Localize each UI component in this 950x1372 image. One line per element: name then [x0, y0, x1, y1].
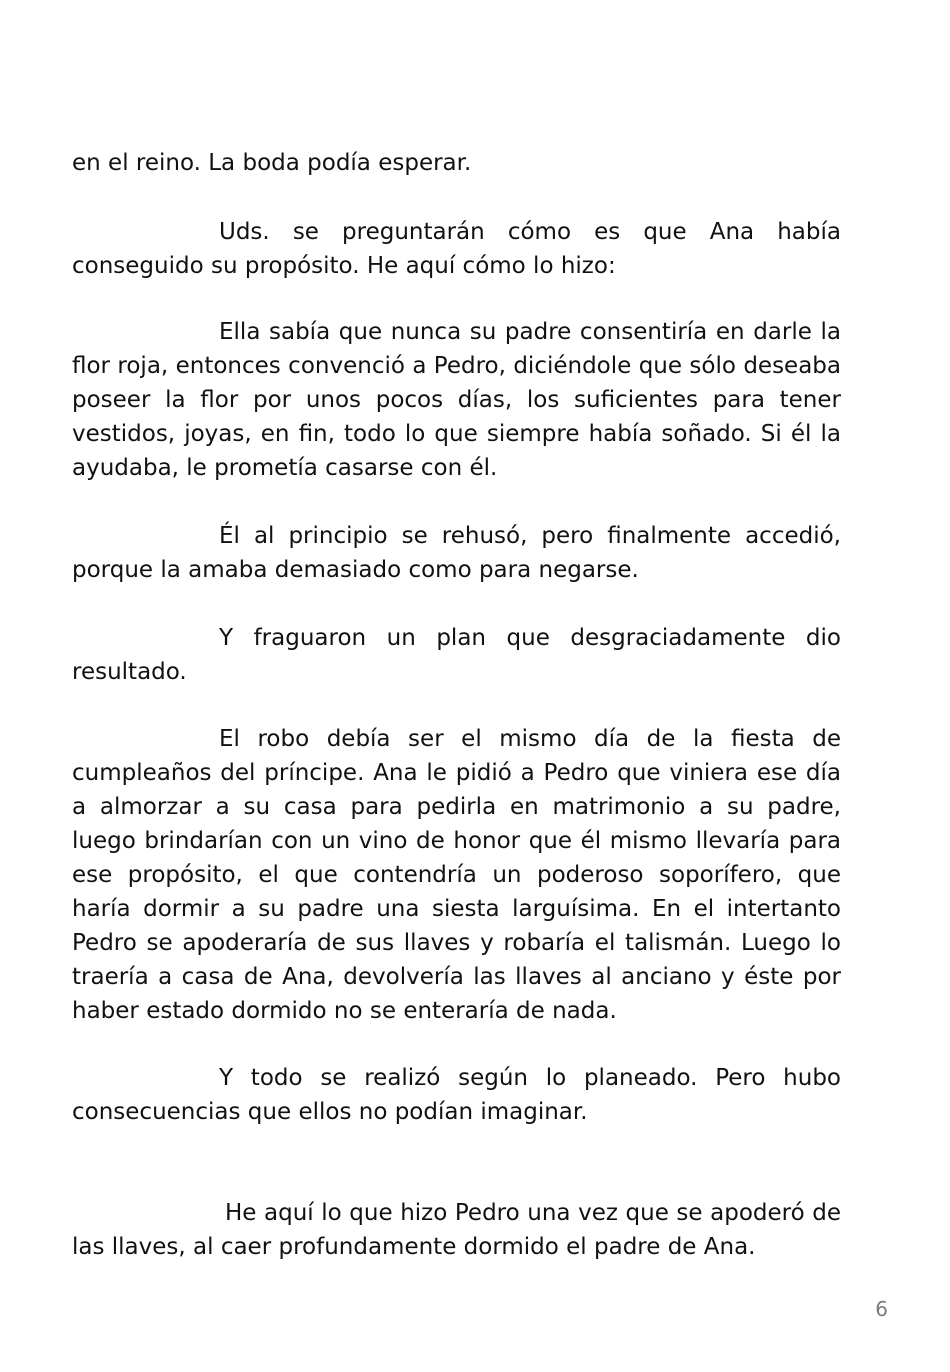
paragraph-5: Y fraguaron un plan que desgraciadamente dio resultado.: [72, 625, 841, 685]
paragraph-6: El robo debía ser el mismo día de la fiesta de cumpleaños del príncipe. Ana le pidió a Pedro que viniera ese día a almorzar a su casa para pedirla en matrimonio a su padre, luego brindarían con un vino de honor que él mismo llevaría para ese propósito, el que contendría un poderoso soporífero, que haría dormir a su padre una siesta larguísima. En el intertanto Pedro se apoderaría de sus llaves y robaría el talismán. Luego lo traería a casa de Ana, devolvería las llaves al anciano y éste por haber estado dormido no se enteraría de nada.: [72, 726, 841, 1024]
paragraph-2: Uds. se preguntarán cómo es que Ana había conseguido su propósito. He aquí cómo lo hizo:: [72, 219, 841, 279]
page-number: 6: [875, 1297, 888, 1321]
paragraph-7: Y todo se realizó según lo planeado. Pero hubo consecuencias que ellos no podían imaginar.: [72, 1065, 841, 1125]
paragraph-8: He aquí lo que hizo Pedro una vez que se apoderó de las llaves, al caer profundamente dormido el padre de Ana.: [72, 1200, 841, 1260]
paragraph-3: Ella sabía que nunca su padre consentiría en darle la flor roja, entonces convenció a Pedro, diciéndole que sólo deseaba poseer la flor por unos pocos días, los suficientes para tener vestidos, joyas, en fin, todo lo que siempre había soñado. Si él la ayudaba, le prometía casarse con él.: [72, 319, 841, 481]
paragraph-1: en el reino. La boda podía esperar.: [72, 150, 472, 176]
paragraph-4: Él al principio se rehusó, pero finalmente accedió, porque la amaba demasiado como para negarse.: [72, 523, 841, 583]
